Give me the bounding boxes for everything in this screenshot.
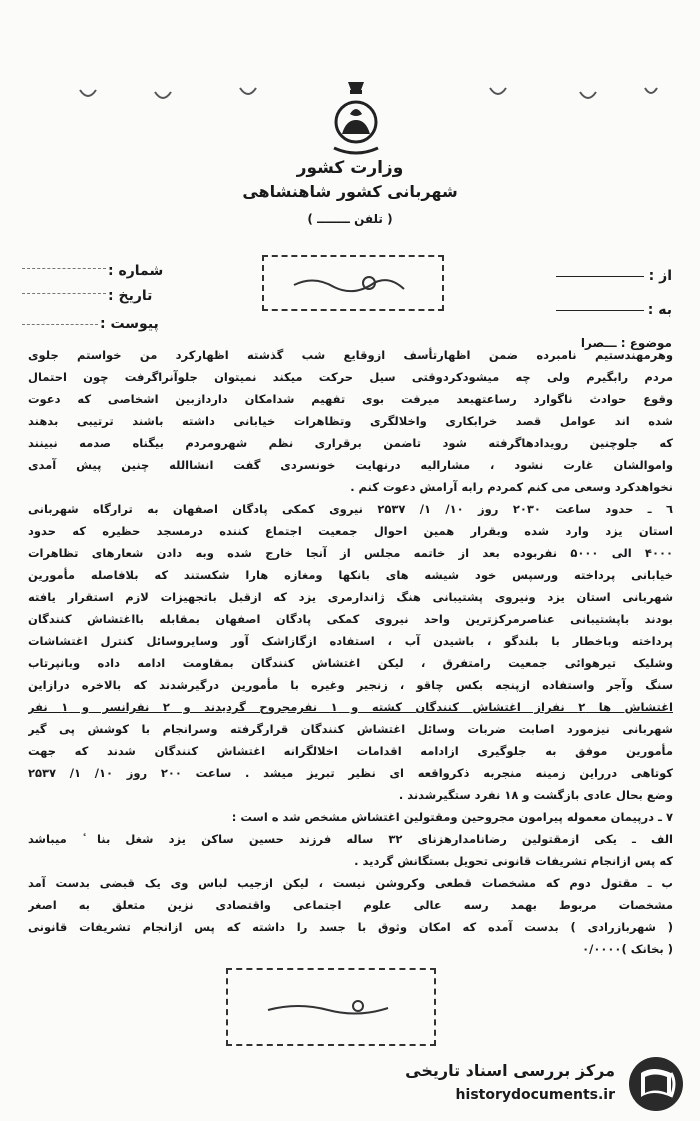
- attachment-label: پیوست :: [100, 316, 159, 332]
- to-line: [556, 310, 644, 311]
- archive-watermark: [395, 1055, 685, 1113]
- body-line: مشخصات مربوط بهمد رسه عالی علوم اجتماعی واقتصادی نزین متعلق به اصغر: [28, 898, 673, 912]
- body-line: ٦ ـ حدود ساعت ۲۰۳۰ روز ۱۰/ ۱/ ۲۵۳۷ نیروی کمکی پادگان اصفهان به ترارگاه شهربانی: [28, 502, 673, 516]
- subject-label: موضوع : ـــصرا: [580, 336, 672, 350]
- archive-url: historydocuments.ir: [455, 1087, 615, 1103]
- lion-and-sun-emblem-icon: [330, 78, 382, 156]
- bottom-stamp-box: [226, 968, 436, 1046]
- body-line: مأمورین موفق به جلوگیری ازادامه اقدامات اخلالگرانه اغتشاش کنندگان شدند که جهت: [28, 744, 673, 758]
- to-label: به :: [647, 302, 672, 318]
- handwritten-mark: [264, 257, 442, 309]
- body-line: شهربانی نیزمورد اصابت ضربات وسائل اغتشاش کنندگان قرارگرفته وسرانجام با کوشش پی گیر: [28, 722, 673, 736]
- body-line: پرداخته وباخطار با بلندگو ، باشیدن آب ، استفاده ازگازاشک آور وسایروسائل کنترل اغتشاشات: [28, 634, 673, 648]
- date-label: تاریخ :: [108, 288, 153, 304]
- office-title: شهربانی کشور شاهنشاهی: [242, 182, 458, 201]
- body-line: نخواهدکرد وسعی می کنم کمردم رابه آرامش دعوت کنم .: [350, 480, 673, 494]
- body-line: وضع بحال عادی بازگشت و ۱۸ نفرد ستگیرشدند .: [398, 788, 673, 802]
- body-line: مردم رابگیرم ولی چه میشودکردوقتی سیل حرکت میکند نمیتوان جلوآنراگرفت چون احتمال: [28, 370, 673, 384]
- body-line: ( شهربازرادی ) بدست آمده که امکان وثوق با جسد را داشته که پس ازانجام تشریفات قانونی: [28, 920, 673, 934]
- date-line: [22, 293, 106, 294]
- body-line: ( بخانک )۰/۰۰۰۰: [582, 942, 673, 956]
- body-line: وشلیک تیرهوائی جمعیت رامتفرق ، لیکن اغتشاش کنندگان بمقاومت ادامه داده وبانپرتاب: [28, 656, 673, 670]
- body-line: وهرمهندستیم نامبرده ضمن اظهارتأسف ازوقایع شب گذشته اظهارکرد من خواستم جلوی: [28, 348, 673, 362]
- handwritten-mark: [228, 970, 434, 1044]
- body-line: بودند باپشتیبانی عناصرمرکزترین واحد نیروی کمکی پادگان اصفهان بمقابله بااغتشاش کنندگان: [28, 612, 673, 626]
- phone-label: ( تلفن ــــــــ ): [307, 212, 393, 226]
- body-line: واموالشان غارت نشود ، مشارالیه درنهایت خونسردی گفت انشاالله چنین پیش آمدی: [28, 458, 673, 472]
- body-line: ۴۰۰۰ الی ۵۰۰۰ نفربوده بعد از خاتمه مجلس از آنجا خارج شده وبه دادن شعارهای تظاهرات: [28, 546, 673, 560]
- body-line: وقوع حوادث ناگوارد رساعتهبعد میرفت بوی تفهیم شدامکان داردازبین اشخاصی که دعوت: [28, 392, 673, 406]
- archive-logo-icon: [627, 1055, 685, 1113]
- registration-stamp-box: [262, 255, 444, 311]
- body-line: الف ـ یکی ازمقتولین رضانامدارهزنای ۳۲ ساله فرزند حسین ساکن یزد شغل بنا ٔ میباشد: [28, 832, 673, 846]
- body-line: شهربانی استان یزد ونیروی پشتیبانی هنگ ژاندارمری یزد که ازقبل باتجهیزات لازم استقرار یافته: [28, 590, 673, 604]
- body-line: که جلوچنین رویدادهاگرفته شود تاضمن برقراری نظم شهرومردم بیگناه صدمه نبینند: [28, 436, 673, 450]
- body-line: ۷ ـ درپیمان معموله پیرامون مجروحین ومقتولین اغتشاش مشخص شد ه است :: [231, 810, 673, 824]
- body-line: خیابانی پرداخته ورسپس خود شیشه های بانکها ومغازه هارا شکستند که بلافاصله مأمورین: [28, 568, 673, 582]
- attachment-line: [22, 324, 98, 325]
- from-label: از :: [648, 268, 672, 284]
- body-line: شده اند عوامل قصد خرابکاری واخلالگری وتظاهرات خیابانی داشته باشند ترتیبی بدهند: [28, 414, 673, 428]
- body-line: کوتاهی درراین زمینه منجربه ذکرواقعه ای نظیر تبریز میشد . ساعت ۲۰۰ روز ۱۰/ ۱/ ۲۵۳۷: [28, 766, 673, 780]
- body-line: استان یزد وارد شده وبقرار همین احوال جمعیت اجتماع کننده درمسجد حظیره که حدود: [28, 524, 673, 538]
- from-line: [556, 276, 644, 277]
- number-line: [22, 268, 106, 269]
- document-body: [28, 344, 673, 960]
- body-line: سنگ وآجر واستفاده ازپنجه بکس چاقو ، زنجیر وغیره با مأمورین درگیرشدند که بالاخره درازاین: [28, 678, 673, 692]
- number-label: شماره :: [108, 263, 164, 279]
- body-line: اغتشاش ها ۲ نفراز اغتشاش کنندگان کشته و ۱ نفرمجروح گردیدند و ۲ نفرانسر و ۱ نفر: [28, 700, 673, 714]
- body-line: که پس ازانجام تشریفات قانونی تحویل بستگانش گردید .: [354, 854, 673, 868]
- body-line: ب ـ مقتول دوم که مشخصات قطعی وکروشن نیست ، لیکن ازجیب لباس وی یک قبضی بدست آمد: [28, 876, 673, 890]
- ministry-title: وزارت کشور: [296, 158, 404, 178]
- archive-title: مرکز بررسی اسناد تاریخی: [405, 1061, 615, 1080]
